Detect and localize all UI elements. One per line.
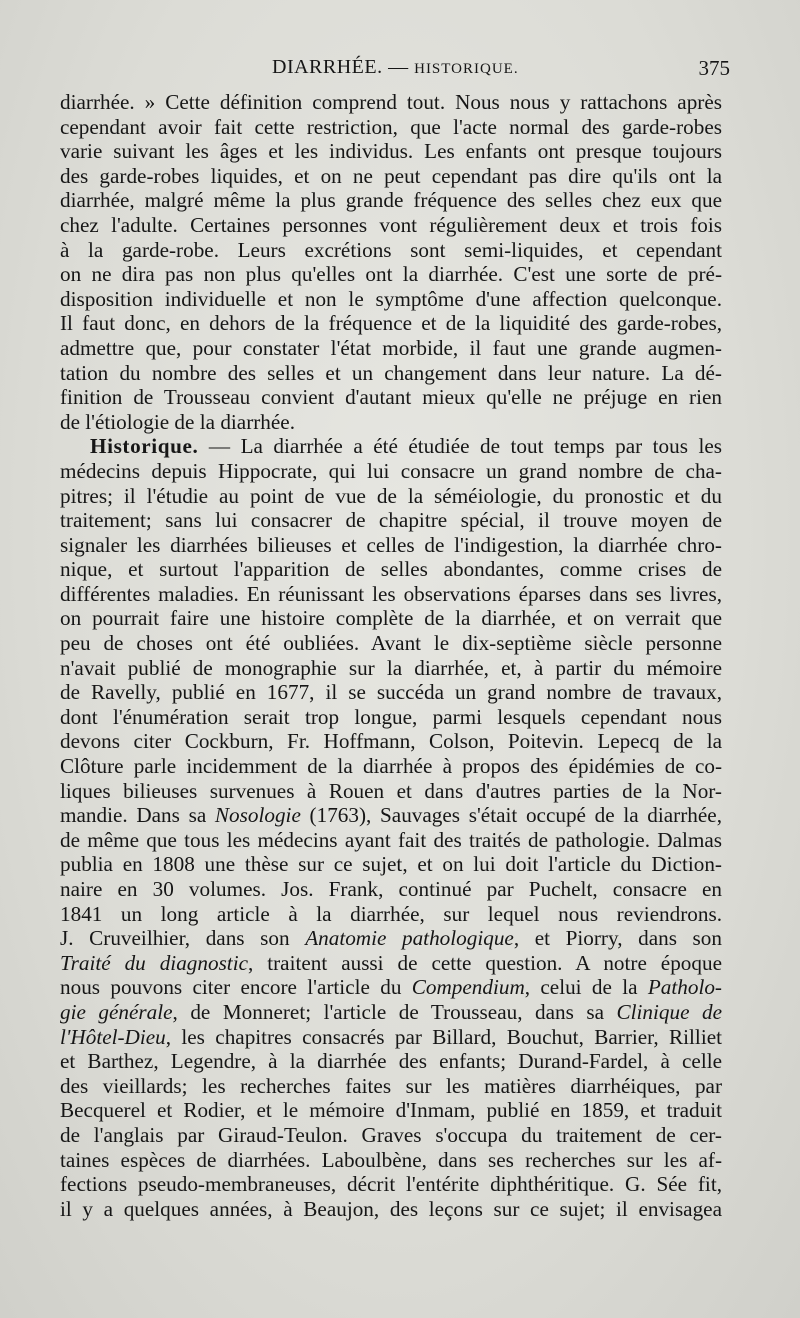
text-run: nous pouvons citer encore l'article du (60, 975, 412, 1000)
text-line: et Barthez, Legendre, à la diarrhée des enfants; Durand-Fardel, à celle (60, 1049, 722, 1074)
text-line: on pourrait faire une histoire complète de la diarrhée, et on verrait que (60, 606, 722, 631)
text-line: il y a quelques années, à Beaujon, des leçons sur ce sujet; il envisagea (60, 1196, 722, 1221)
book-title: Traité du diagnostic (60, 950, 248, 975)
text-line (60, 1000, 722, 1025)
paragraph-definition (60, 90, 722, 434)
text-line: devons citer Cockburn, Fr. Hoffmann, Colson, Poitevin. Lepecq de la (60, 729, 722, 754)
text-line: on ne dira pas non plus qu'elles ont la diarrhée. C'est une sorte de pré- (60, 262, 722, 287)
text-run: , de Monneret; l'article de Trousseau, dans sa (172, 999, 617, 1024)
text-line (60, 434, 722, 459)
text-line: à la garde-robe. Leurs excrétions sont semi-liquides, et cependant (60, 237, 722, 262)
text-line: peu de choses ont été oubliées. Avant le dix-septième siècle personne (60, 631, 722, 656)
page-header (60, 56, 730, 86)
text-line: de l'étiologie de la diarrhée. (60, 409, 296, 434)
text-line: des garde-robes liquides, et on ne peut cependant pas dire qu'ils ont la (60, 163, 722, 188)
text-line: Il faut donc, en dehors de la fréquence et de la liquidité des garde-robes, (60, 311, 722, 336)
text-line: varie suivant les âges et les individus. Les enfants ont presque toujours (60, 139, 722, 164)
text-line (60, 951, 722, 976)
text-run: , les chapitres consacrés par Billard, Bouchut, Barrier, Rilliet (165, 1024, 722, 1049)
text-line (60, 803, 722, 828)
running-title-main: DIARRHÉE. — (272, 56, 415, 78)
section-heading: Historique. (90, 434, 199, 459)
text-line: nique, et surtout l'apparition de selles abondantes, comme crises de (60, 557, 722, 582)
text-line: différentes maladies. En réunissant les observations éparses dans ses livres, (60, 581, 722, 606)
text-line: diarrhée, malgré même la plus grande fréquence des selles chez eux que (60, 188, 722, 213)
text-line (60, 1025, 722, 1050)
text-line: fections pseudo-membraneuses, décrit l'entérite diphthéritique. G. Sée fit, (60, 1172, 722, 1197)
text-line: traitement; sans lui consacrer de chapitre spécial, il trouve moyen de (60, 508, 722, 533)
book-title: Patholo- (647, 975, 722, 1000)
text-run: , celui de la (524, 975, 648, 1000)
text-line: admettre que, pour constater l'état morbide, il faut une grande augmen- (60, 335, 722, 360)
text-line: de l'anglais par Giraud-Teulon. Graves s'occupa du traitement de cer- (60, 1122, 722, 1147)
text-line (60, 926, 722, 951)
text-line: 1841 un long article à la diarrhée, sur lequel nous reviendrons. (60, 901, 722, 926)
text-run: mandie. Dans sa (60, 803, 215, 828)
text-line: tation du nombre des selles et un changement dans leur nature. La dé- (60, 360, 722, 385)
text-line: chez l'adulte. Certaines personnes vont régulièrement deux et trois fois (60, 212, 722, 237)
text-line: finition de Trousseau convient d'autant mieux qu'elle ne préjuge en rien (60, 385, 722, 410)
text-run: , traitent aussi de cette question. A notre époque (248, 950, 722, 975)
text-line: n'avait publié de monographie sur la diarrhée, et, à partir du mémoire (60, 655, 722, 680)
text-line: cependant avoir fait cette restriction, que l'acte normal des garde-robes (60, 114, 722, 139)
running-title-section: HISTORIQUE. (414, 61, 519, 77)
book-title: Anatomie pathologique (305, 926, 514, 951)
text-line: de Ravelly, publié en 1677, il se succéda un grand nombre de travaux, (60, 680, 722, 705)
text-line: dont l'énumération serait trop longue, parmi lesquels cependant nous (60, 704, 722, 729)
book-title: gie générale (60, 999, 173, 1024)
text-run: (1763), Sauvages s'était occupé de la diarrhée, (300, 803, 722, 828)
running-title (272, 56, 519, 79)
text-line: Clôture parle incidemment de la diarrhée à propos des épidémies de co- (60, 754, 722, 779)
body-text (60, 90, 722, 1221)
text-run: , et Piorry, dans son (513, 926, 722, 951)
text-line: naire en 30 volumes. Jos. Frank, continué par Puchelt, consacre en (60, 877, 722, 901)
text-line: taines espèces de diarrhées. Laboulbène, dans ses recherches sur les af- (60, 1147, 722, 1172)
text-line: Becquerel et Rodier, et le mémoire d'Inmam, publié en 1859, et traduit (60, 1098, 722, 1123)
text-run: J. Cruveilhier, dans son (60, 926, 306, 951)
text-line: des vieillards; les recherches faites sur les matières diarrhéiques, par (60, 1073, 722, 1098)
text-line: publia en 1808 une thèse sur ce sujet, et on lui doit l'article du Diction- (60, 852, 722, 877)
book-title: Nosologie (214, 803, 301, 828)
book-title: l'Hôtel-Dieu (60, 1024, 166, 1049)
book-title: Clinique de (616, 999, 722, 1024)
text-run: — La diarrhée a été étudiée de tout temps par tous les (198, 434, 722, 459)
text-line: diarrhée. » Cette définition comprend tout. Nous nous y rattachons après (60, 90, 722, 114)
text-line: disposition individuelle et non le symptôme d'une affection quelconque. (60, 286, 722, 311)
text-line: pitres; il l'étudie au point de vue de la séméiologie, du pronostic et du (60, 483, 722, 508)
text-line (60, 975, 722, 1000)
book-title: Compendium (411, 975, 525, 1000)
text-line: de même que tous les médecins ayant fait des traités de pathologie. Dalmas (60, 827, 722, 852)
text-line: liques bilieuses survenues à Rouen et dans d'autres parties de la Nor- (60, 778, 722, 803)
text-line: médecins depuis Hippocrate, qui lui consacre un grand nombre de cha- (60, 458, 722, 483)
text-line: signaler les diarrhées bilieuses et celles de l'indigestion, la diarrhée chro- (60, 532, 722, 557)
paragraph-historique (60, 434, 722, 1221)
page-number: 375 (698, 56, 730, 80)
